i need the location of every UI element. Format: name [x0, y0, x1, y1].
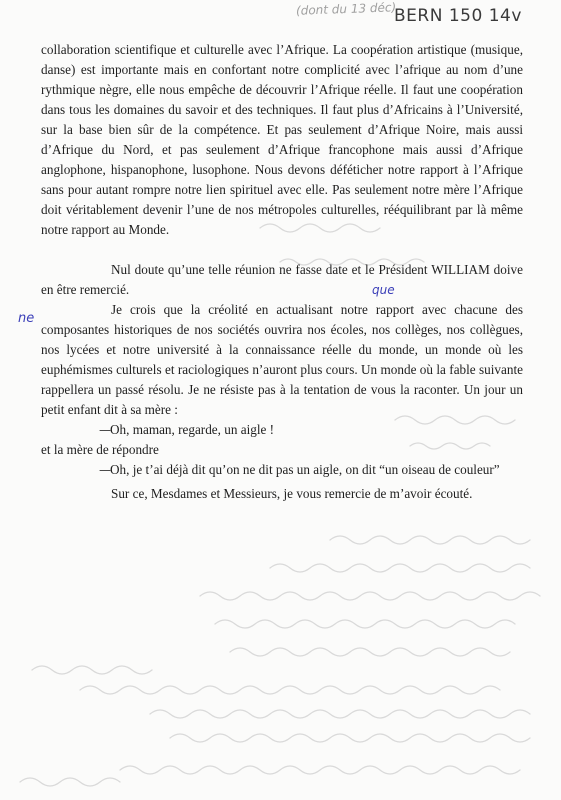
dialog-line-mother: [41, 460, 523, 480]
dialog-child-text: Oh, maman, regarde, un aigle !: [110, 422, 275, 437]
handwritten-reference: BERN 150 14v: [394, 6, 522, 26]
faint-top-note: (dont du 13 déc): [295, 0, 397, 18]
dialog-line-child: [99, 420, 523, 440]
dialog-mother-text: Oh, je t’ai déjà dit qu’on ne dit pas un aigle, on dit “un oiseau de couleur”: [110, 462, 500, 477]
closing-line: Sur ce, Mesdames et Messieurs, je vous remercie de m’avoir écouté.: [111, 486, 473, 501]
paragraph-creolite: Je crois que la créolité en actualisant notre rapport avec chacune des composantes historiques de nos sociétés ouvrira nos écoles, nos collèges, nos collègues, nos lycées et notre université à la connaissance réelle du monde, un monde où les euphémismes culturels et raciologiques n’auront plus cours. Un monde où la fable suivante rappellera un passé résolu. Je ne résiste pas à la tentation de vous la raconter. Un jour un petit enfant dit à sa mère :: [41, 302, 523, 417]
paragraph-cooperation: collaboration scientifique et culturelle avec l’Afrique. La coopération artistique (musique, danse) est importante mais en confortant notre complicité avec l’afrique au nom d’une rythmique nègre, elle nous empêche de découvrir l’Afrique réelle. Il faut une coopération dans tous les domaines du savoir et des techniques. Il faut plus d’Africains à l’Université, sur la base bien sûr de la compétence. Et pas seulement d’Afrique Noire, mais aussi d’Afrique du Nord, et pas seulement d’Afrique francophone mais aussi d’Afrique anglophone, hispanophone, lusophone. Nous devons déféticher notre rapport à l’Afrique sans pour autant rompre notre lien spirituel avec elle. Pas seulement notre mère l’Afrique doit véritablement devenir l’une de nos métropoles culturelles, rééquilibrant par là même notre rapport au Monde.: [41, 42, 523, 237]
dash-mark: —: [99, 423, 110, 437]
dash-mark: —: [99, 463, 110, 477]
narration-line: et la mère de répondre: [41, 442, 159, 457]
paragraph-reunion: Nul doute qu’une telle réunion ne fasse date et le Président WILLIAM doive en être remercié.: [41, 262, 523, 297]
handwritten-insertion-que: que: [372, 283, 395, 297]
handwritten-insertion-ne: ne: [18, 311, 35, 326]
typed-text-body: [41, 40, 523, 504]
